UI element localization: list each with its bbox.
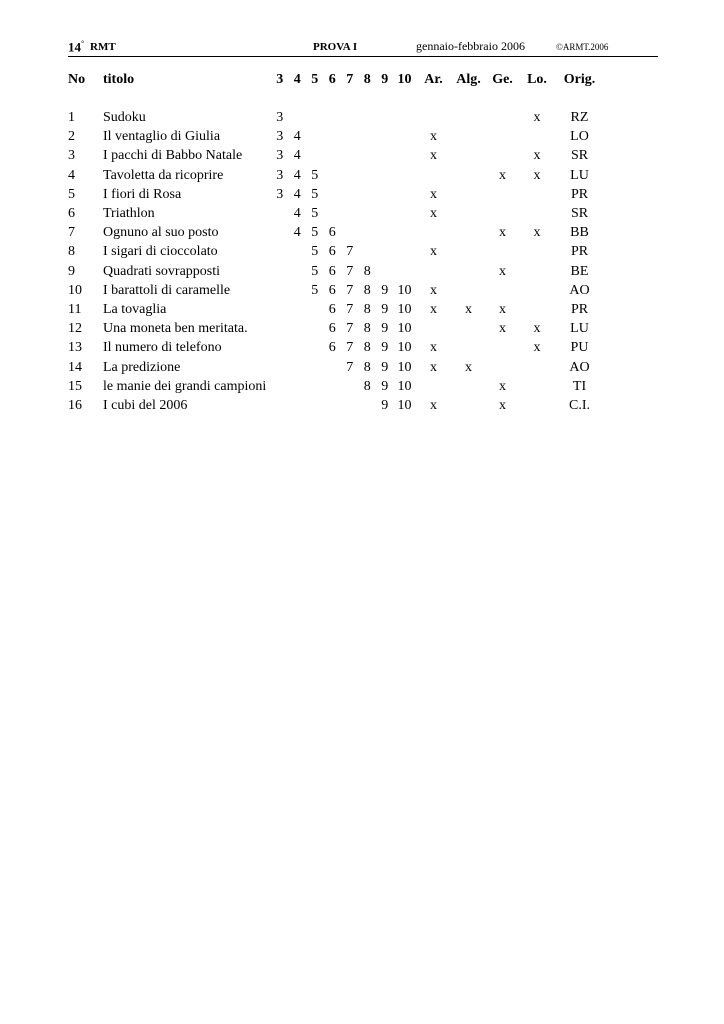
cell-l5	[306, 358, 324, 377]
cell-l4	[289, 242, 307, 261]
cell-ge: x	[499, 167, 506, 183]
cell-l3	[271, 242, 289, 261]
col-lo: Lo.	[527, 72, 547, 87]
cell-l5: 5	[311, 225, 319, 241]
cell-l7: 7	[346, 321, 354, 337]
cell-l9: 9	[381, 302, 389, 318]
cell-ge: x	[499, 225, 506, 241]
cell-l3	[271, 204, 289, 223]
cell-l6: 6	[328, 244, 336, 260]
cell-l9	[376, 146, 394, 165]
cell-l4: 4	[293, 167, 301, 183]
cell-l6: 6	[328, 282, 336, 298]
col-level-10: 10	[397, 72, 412, 87]
cell-l3	[271, 358, 289, 377]
cell-ar: x	[430, 282, 437, 298]
cell-l8	[359, 185, 377, 204]
cell-l5: 5	[311, 167, 319, 183]
table-row	[68, 377, 605, 396]
cell-lo	[520, 262, 555, 281]
cell-l9: 9	[381, 398, 389, 414]
cell-ar: x	[430, 206, 437, 222]
cell-l6: 6	[328, 263, 336, 279]
cell-l5	[306, 300, 324, 319]
table-row	[68, 242, 605, 261]
cell-no: 13	[68, 340, 82, 356]
cell-orig: LU	[570, 167, 589, 183]
cell-l7	[341, 185, 359, 204]
table-row	[68, 146, 605, 165]
col-level-8: 8	[363, 72, 371, 87]
cell-l4: 4	[293, 206, 301, 222]
col-ge: Ge.	[492, 72, 513, 87]
col-level-6: 6	[328, 72, 336, 87]
cell-l9	[376, 204, 394, 223]
cell-l4	[289, 377, 307, 396]
cell-l10	[394, 146, 416, 165]
cell-l9: 9	[381, 282, 389, 298]
cell-l3: 3	[276, 186, 284, 202]
cell-ge	[486, 242, 520, 261]
cell-ar: x	[430, 129, 437, 145]
cell-l8	[359, 204, 377, 223]
cell-l10: 10	[397, 378, 412, 394]
table-row	[68, 281, 605, 300]
cell-l10: 10	[397, 398, 412, 414]
cell-no: 3	[68, 148, 75, 164]
cell-l10: 10	[397, 359, 412, 375]
cell-title: Tavoletta da ricoprire	[103, 167, 224, 183]
cell-alg	[452, 166, 486, 185]
cell-l6	[324, 166, 342, 185]
cell-l4	[289, 108, 307, 127]
cell-lo: x	[533, 167, 541, 183]
cell-l4: 4	[293, 186, 301, 202]
table-row	[68, 262, 605, 281]
cell-no: 11	[68, 302, 82, 318]
col-alg: Alg.	[456, 72, 481, 87]
table-row	[68, 127, 605, 146]
cell-l8: 8	[363, 378, 371, 394]
cell-no: 14	[68, 359, 82, 375]
cell-orig: SR	[570, 206, 589, 222]
cell-l3	[271, 262, 289, 281]
cell-title: Il ventaglio di Giulia	[103, 129, 221, 145]
cell-l7: 7	[346, 359, 354, 375]
cell-lo	[520, 185, 555, 204]
cell-ar	[416, 262, 452, 281]
cell-l8	[359, 242, 377, 261]
cell-no: 8	[68, 244, 75, 260]
cell-l9	[376, 262, 394, 281]
cell-l10	[394, 262, 416, 281]
cell-l7: 7	[346, 263, 354, 279]
cell-alg	[452, 319, 486, 338]
cell-l7	[341, 377, 359, 396]
cell-ge	[486, 281, 520, 300]
cell-no: 10	[68, 282, 82, 298]
cell-no: 1	[68, 110, 75, 125]
col-no: No	[68, 72, 86, 87]
cell-l7: 7	[346, 302, 354, 318]
cell-l6	[324, 127, 342, 146]
cell-lo	[520, 358, 555, 377]
cell-ar	[416, 377, 452, 396]
cell-orig: PR	[570, 244, 589, 260]
cell-title: I cubi del 2006	[103, 398, 188, 414]
cell-l4	[289, 319, 307, 338]
rmt-label: RMT	[90, 41, 116, 53]
cell-l10	[394, 166, 416, 185]
cell-lo	[520, 127, 555, 146]
cell-orig: TI	[572, 378, 587, 394]
cell-ar: x	[430, 148, 437, 164]
cell-ar	[416, 319, 452, 338]
cell-l8: 8	[363, 302, 371, 318]
cell-alg	[452, 281, 486, 300]
cell-ge: x	[499, 263, 506, 279]
date-label: gennaio-febbraio 2006	[416, 39, 525, 53]
cell-l4	[289, 396, 307, 415]
cell-no: 12	[68, 321, 82, 337]
cell-title: le manie dei grandi campioni	[103, 378, 267, 394]
table-row	[68, 358, 605, 377]
cell-orig: LU	[570, 321, 589, 337]
cell-ar	[416, 223, 452, 242]
cell-ge	[486, 127, 520, 146]
cell-l10	[394, 108, 416, 127]
cell-l3	[271, 396, 289, 415]
cell-l9: 9	[381, 321, 389, 337]
cell-l7	[341, 166, 359, 185]
cell-l10: 10	[397, 340, 412, 356]
cell-ge	[486, 185, 520, 204]
cell-l8: 8	[363, 282, 371, 298]
cell-l10	[394, 185, 416, 204]
cell-l4: 4	[293, 225, 301, 241]
cell-l8	[359, 146, 377, 165]
cell-l9	[376, 223, 394, 242]
cell-no: 2	[68, 129, 75, 145]
cell-l3: 3	[276, 129, 284, 145]
cell-alg	[452, 127, 486, 146]
cell-l9: 9	[381, 359, 389, 375]
cell-orig: AO	[569, 282, 590, 298]
cell-no: 9	[68, 263, 75, 279]
cell-l10	[394, 204, 416, 223]
cell-ge	[486, 338, 520, 357]
cell-l3	[271, 300, 289, 319]
cell-l10	[394, 223, 416, 242]
cell-ge	[486, 146, 520, 165]
cell-l10: 10	[397, 302, 412, 318]
cell-no: 6	[68, 206, 75, 222]
cell-l4	[289, 338, 307, 357]
cell-l3	[271, 223, 289, 242]
cell-ge: x	[499, 398, 506, 414]
copyright-label: ©ARMT.2006	[556, 42, 609, 52]
table-row	[68, 204, 605, 223]
cell-l7	[341, 108, 359, 127]
cell-l3	[271, 338, 289, 357]
cell-no: 16	[68, 398, 82, 414]
col-ar: Ar.	[424, 72, 443, 87]
cell-alg: x	[465, 359, 472, 375]
table-row	[68, 185, 605, 204]
cell-l5	[306, 108, 324, 127]
cell-l10: 10	[397, 282, 412, 298]
cell-alg	[452, 396, 486, 415]
cell-ar	[416, 108, 452, 127]
cell-l7	[341, 204, 359, 223]
col-title: titolo	[103, 72, 135, 87]
table-row	[68, 300, 605, 319]
cell-l5	[306, 377, 324, 396]
col-level-5: 5	[311, 72, 319, 87]
cell-l10	[394, 242, 416, 261]
cell-l8	[359, 127, 377, 146]
cell-l6	[324, 146, 342, 165]
cell-l9	[376, 127, 394, 146]
table-row	[68, 108, 605, 127]
cell-lo	[520, 242, 555, 261]
cell-ar: x	[430, 302, 437, 318]
cell-title: Triathlon	[103, 206, 155, 222]
cell-l7: 7	[346, 282, 354, 298]
cell-l9	[376, 185, 394, 204]
cell-l7: 7	[346, 340, 354, 356]
cell-alg	[452, 185, 486, 204]
cell-orig: PR	[570, 186, 589, 202]
cell-alg	[452, 204, 486, 223]
cell-title: Sudoku	[103, 110, 146, 125]
cell-lo	[520, 396, 555, 415]
cell-l8: 8	[363, 321, 371, 337]
cell-ar	[416, 166, 452, 185]
cell-l8	[359, 166, 377, 185]
cell-l8	[359, 223, 377, 242]
cell-l3	[271, 319, 289, 338]
cell-l8	[359, 396, 377, 415]
cell-l7: 7	[346, 244, 354, 260]
cell-l9	[376, 108, 394, 127]
cell-title: Ognuno al suo posto	[103, 225, 219, 241]
cell-ge: x	[499, 321, 506, 337]
cell-title: I barattoli di caramelle	[103, 282, 231, 298]
page-header	[68, 36, 658, 57]
cell-l9: 9	[381, 340, 389, 356]
cell-l7	[341, 223, 359, 242]
cell-alg	[452, 262, 486, 281]
cell-alg	[452, 108, 486, 127]
cell-l4	[289, 300, 307, 319]
cell-orig: C.I.	[569, 398, 590, 414]
cell-l3: 3	[276, 167, 284, 183]
cell-lo: x	[533, 225, 541, 241]
cell-ar: x	[430, 244, 437, 260]
cell-l6: 6	[328, 321, 336, 337]
cell-alg	[452, 223, 486, 242]
cell-l6	[324, 377, 342, 396]
cell-l7	[341, 396, 359, 415]
cell-orig: PU	[570, 340, 589, 356]
cell-l5	[306, 396, 324, 415]
cell-lo	[520, 281, 555, 300]
edition-number: 14°	[68, 39, 85, 55]
cell-l5: 5	[311, 206, 319, 222]
cell-l5: 5	[311, 244, 319, 260]
cell-l4	[289, 358, 307, 377]
cell-title: La predizione	[103, 359, 181, 375]
cell-no: 5	[68, 186, 75, 202]
cell-l10: 10	[397, 321, 412, 337]
cell-l6	[324, 108, 342, 127]
cell-lo: x	[533, 148, 541, 164]
cell-ge	[486, 108, 520, 127]
table-row	[68, 166, 605, 185]
cell-alg: x	[465, 302, 472, 318]
cell-l3: 3	[276, 148, 284, 164]
table-row	[68, 319, 605, 338]
cell-l5: 5	[311, 263, 319, 279]
cell-title: I sigari di cioccolato	[103, 244, 218, 260]
cell-lo: x	[533, 321, 541, 337]
cell-orig: LO	[570, 129, 589, 145]
cell-l4: 4	[293, 129, 301, 145]
table-row	[68, 223, 605, 242]
col-orig: Orig.	[563, 72, 596, 87]
cell-lo	[520, 204, 555, 223]
cell-l8: 8	[363, 359, 371, 375]
cell-l6	[324, 396, 342, 415]
cell-l6	[324, 204, 342, 223]
col-level-3: 3	[276, 72, 284, 87]
cell-title: Il numero di telefono	[103, 340, 222, 356]
cell-lo: x	[533, 340, 541, 356]
cell-l5	[306, 319, 324, 338]
cell-l4	[289, 281, 307, 300]
cell-l4	[289, 262, 307, 281]
col-level-4: 4	[293, 72, 301, 87]
cell-ar: x	[430, 398, 437, 414]
cell-l10	[394, 127, 416, 146]
cell-l6	[324, 358, 342, 377]
cell-l6	[324, 185, 342, 204]
cell-no: 4	[68, 167, 75, 183]
cell-ge	[486, 204, 520, 223]
cell-orig: PR	[570, 302, 589, 318]
cell-l8: 8	[363, 340, 371, 356]
cell-title: Quadrati sovrapposti	[103, 263, 221, 279]
table-header-row	[68, 70, 605, 90]
cell-l8	[359, 108, 377, 127]
cell-l3: 3	[276, 110, 284, 125]
col-level-9: 9	[381, 72, 389, 87]
cell-title: I pacchi di Babbo Natale	[103, 148, 243, 164]
table-row	[68, 338, 605, 357]
cell-l7	[341, 127, 359, 146]
problems-table	[68, 70, 605, 415]
cell-l6: 6	[328, 225, 336, 241]
prova-label: PROVA I	[313, 41, 358, 53]
cell-l5: 5	[311, 282, 319, 298]
cell-ge: x	[499, 302, 506, 318]
cell-ar: x	[430, 359, 437, 375]
cell-ge	[486, 358, 520, 377]
cell-lo: x	[533, 110, 541, 125]
cell-ge: x	[499, 378, 506, 394]
table-row	[68, 396, 605, 415]
cell-alg	[452, 377, 486, 396]
cell-orig: SR	[570, 148, 589, 164]
cell-alg	[452, 242, 486, 261]
cell-l9	[376, 242, 394, 261]
cell-title: La tovaglia	[103, 302, 167, 318]
cell-l5	[306, 127, 324, 146]
cell-l5	[306, 338, 324, 357]
cell-l9	[376, 166, 394, 185]
cell-no: 15	[68, 378, 82, 394]
cell-l5: 5	[311, 186, 319, 202]
cell-alg	[452, 146, 486, 165]
cell-l3	[271, 377, 289, 396]
cell-orig: BE	[570, 263, 589, 279]
cell-orig: BB	[570, 225, 589, 241]
cell-title: Una moneta ben meritata.	[103, 321, 248, 337]
cell-l4: 4	[293, 148, 301, 164]
cell-l5	[306, 146, 324, 165]
cell-l7	[341, 146, 359, 165]
cell-ar: x	[430, 340, 437, 356]
cell-alg	[452, 338, 486, 357]
cell-orig: RZ	[570, 110, 589, 125]
cell-l6: 6	[328, 340, 336, 356]
cell-l8: 8	[363, 263, 371, 279]
cell-title: I fiori di Rosa	[103, 186, 182, 202]
cell-no: 7	[68, 225, 75, 241]
cell-l3	[271, 281, 289, 300]
cell-lo	[520, 300, 555, 319]
cell-l6: 6	[328, 302, 336, 318]
cell-l9: 9	[381, 378, 389, 394]
cell-lo	[520, 377, 555, 396]
cell-ar: x	[430, 186, 437, 202]
col-level-7: 7	[346, 72, 354, 87]
cell-orig: AO	[569, 359, 590, 375]
